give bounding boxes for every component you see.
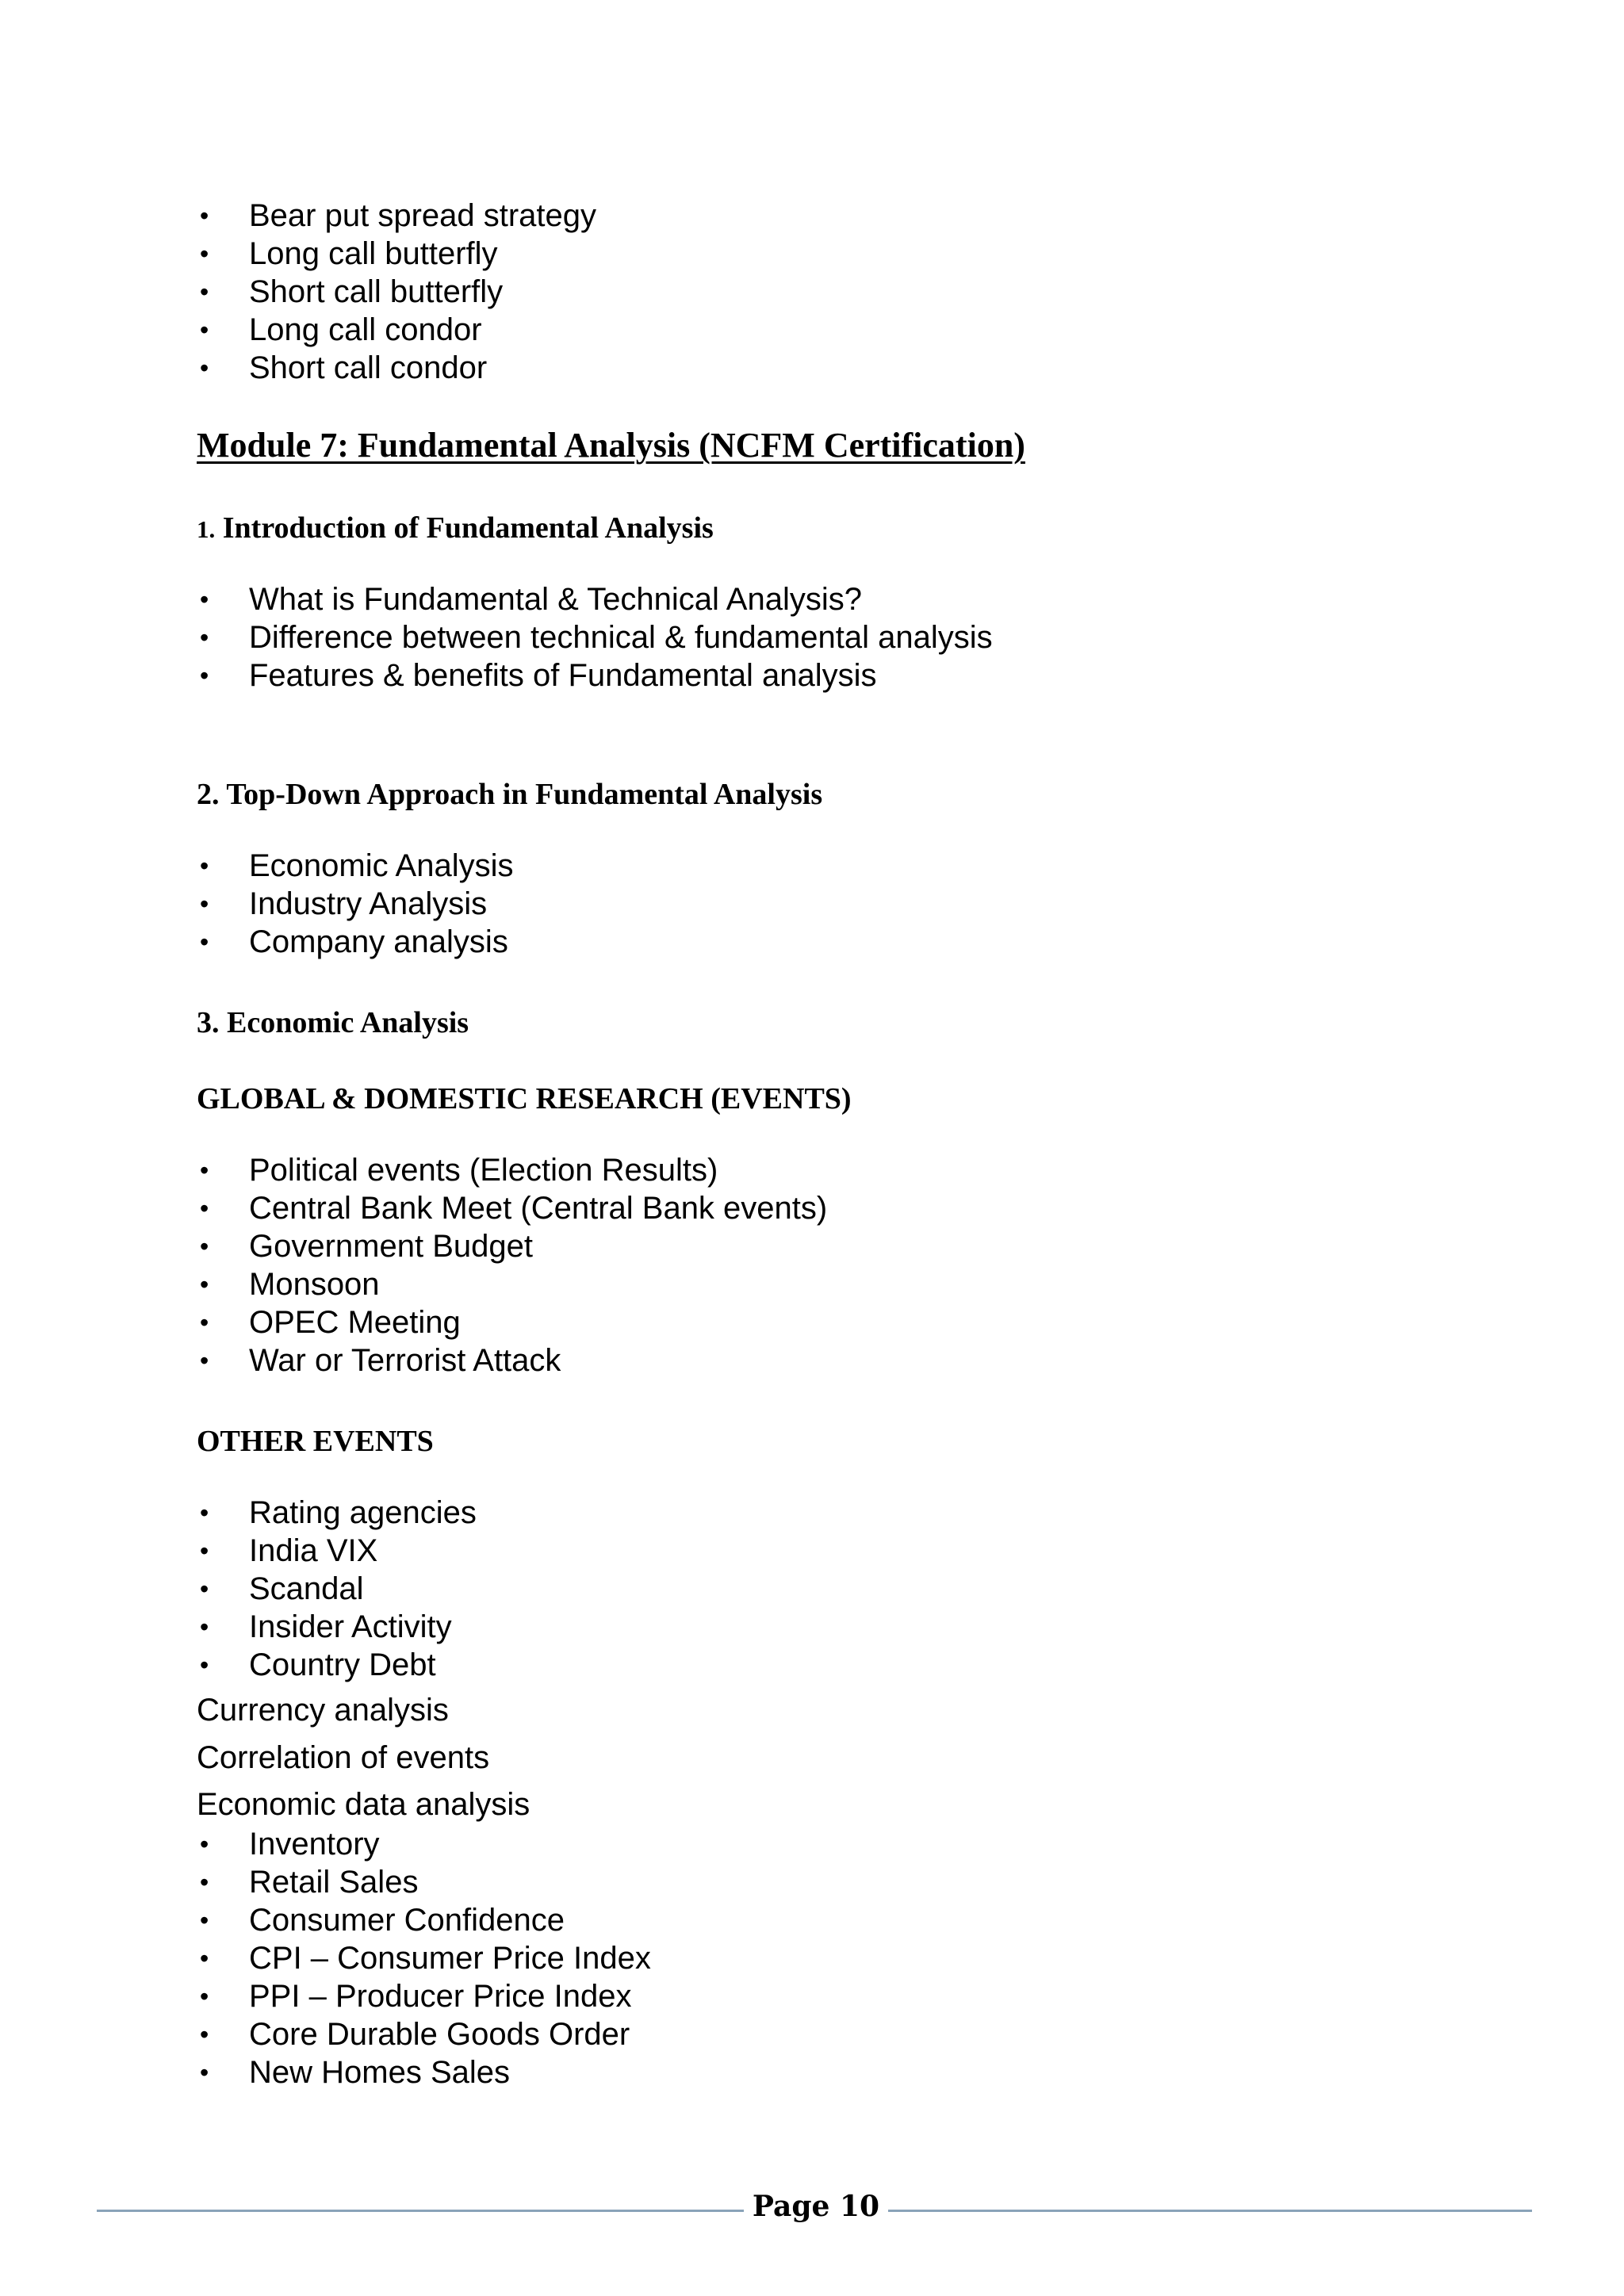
economic-data-analysis-line: Economic data analysis (197, 1787, 530, 1822)
footer-rule-left (97, 2210, 744, 2212)
list-item: • Consumer Confidence (197, 1901, 651, 1939)
strategy-list (197, 197, 596, 387)
global-domestic-heading: GLOBAL & DOMESTIC RESEARCH (EVENTS) (197, 1082, 852, 1115)
list-item: • PPI – Producer Price Index (197, 1977, 651, 2015)
list-item: • Long call condor (197, 311, 596, 349)
list-item: • Economic Analysis (197, 847, 513, 885)
list-item: • Rating agencies (197, 1494, 477, 1532)
correlation-of-events-line: Correlation of events (197, 1740, 490, 1775)
list-item: • Country Debt (197, 1646, 477, 1684)
section-1-title: Introduction of Fundamental Analysis (222, 511, 714, 545)
list-item: • War or Terrorist Attack (197, 1341, 827, 1380)
list-item: • Difference between technical & fundamental analysis (197, 618, 993, 656)
list-item: • Government Budget (197, 1227, 827, 1265)
section-2-heading: 2. Top-Down Approach in Fundamental Analysis (197, 778, 823, 811)
list-item: • Bear put spread strategy (197, 197, 596, 235)
other-events-heading: OTHER EVENTS (197, 1425, 434, 1458)
list-item: • Insider Activity (197, 1608, 477, 1646)
list-item: • Inventory (197, 1825, 651, 1863)
section-2-list (197, 847, 513, 961)
list-item: • Long call butterfly (197, 235, 596, 273)
list-item: • New Homes Sales (197, 2053, 651, 2091)
currency-analysis-line: Currency analysis (197, 1693, 449, 1728)
section-1-list (197, 580, 993, 695)
page-footer (0, 2187, 1624, 2226)
list-item: • Short call butterfly (197, 273, 596, 311)
list-item: • Retail Sales (197, 1863, 651, 1901)
list-item: • Industry Analysis (197, 885, 513, 923)
list-item: • Short call condor (197, 349, 596, 387)
list-item: • Scandal (197, 1570, 477, 1608)
list-item: • Monsoon (197, 1265, 827, 1303)
other-events-list (197, 1494, 477, 1684)
global-domestic-list (197, 1151, 827, 1380)
list-item: • Core Durable Goods Order (197, 2015, 651, 2053)
list-item: • OPEC Meeting (197, 1303, 827, 1341)
list-item: • India VIX (197, 1532, 477, 1570)
module-title: Module 7: Fundamental Analysis (NCFM Certification) (197, 426, 1025, 465)
section-1-heading (197, 511, 714, 545)
page-number: Page 10 (752, 2190, 880, 2223)
section-1-number: 1. (197, 515, 216, 543)
list-item: • What is Fundamental & Technical Analysis? (197, 580, 993, 618)
list-item: • Features & benefits of Fundamental analysis (197, 656, 993, 695)
list-item: • Political events (Election Results) (197, 1151, 827, 1189)
list-item: • Company analysis (197, 923, 513, 961)
list-item: • Central Bank Meet (Central Bank events) (197, 1189, 827, 1227)
economic-data-list (197, 1825, 651, 2091)
list-item: • CPI – Consumer Price Index (197, 1939, 651, 1977)
section-3-heading: 3. Economic Analysis (197, 1006, 469, 1039)
footer-rule-right (888, 2210, 1532, 2212)
